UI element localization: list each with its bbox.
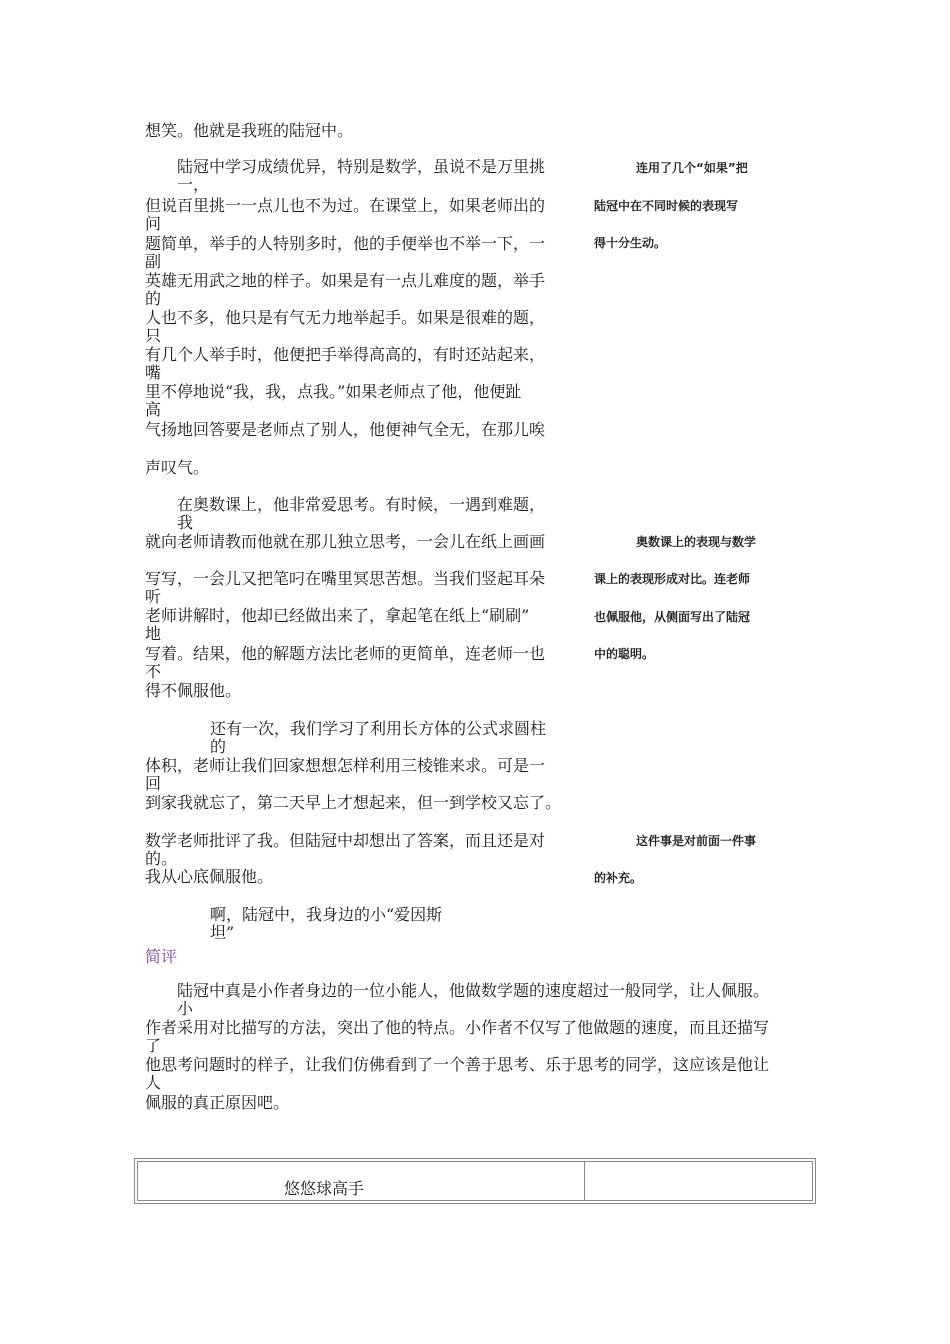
essay-line: 问 bbox=[145, 214, 162, 233]
essay-line: 里不停地说“我，我，点我。”如果老师点了他，他便趾 bbox=[145, 382, 522, 401]
essay-line: 坦” bbox=[210, 923, 235, 942]
essay-line: 回 bbox=[145, 774, 162, 793]
essay-line: 想笑。他就是我班的陆冠中。 bbox=[145, 121, 354, 140]
review-line: 佩服的真正原因吧。 bbox=[145, 1093, 290, 1112]
essay-line: 的 bbox=[145, 289, 162, 308]
margin-note: 中的聪明。 bbox=[594, 647, 655, 661]
essay-line: 在奥数课上，他非常爱思考。有时候，一遇到难题， bbox=[177, 495, 546, 514]
table-inner-border bbox=[137, 1161, 813, 1201]
review-heading: 简评 bbox=[145, 947, 178, 966]
essay-line: 副 bbox=[145, 252, 162, 271]
essay-line: 声叹气。 bbox=[145, 458, 210, 477]
essay-line: 英雄无用武之地的样子。如果是有一点儿难度的题，举手 bbox=[145, 271, 546, 290]
essay-line: 得不佩服他。 bbox=[145, 681, 242, 700]
margin-note: 连用了几个“如果”把 bbox=[636, 161, 748, 175]
essay-line: 听 bbox=[145, 587, 162, 606]
essay-line: 体积，老师让我们回家想想怎样利用三棱锥来求。可是一 bbox=[145, 756, 546, 775]
review-line: 了 bbox=[145, 1036, 162, 1055]
margin-note: 这件事是对前面一件事 bbox=[636, 834, 757, 848]
review-line: 人 bbox=[145, 1073, 162, 1092]
essay-line: 地 bbox=[145, 624, 162, 643]
title-table bbox=[134, 1158, 816, 1204]
essay-line: 老师讲解时，他却已经做出来了，拿起笔在纸上“刷刷” bbox=[145, 606, 530, 625]
essay-line: 到家我就忘了，第二天早上才想起来，但一到学校又忘了。 bbox=[145, 793, 562, 812]
essay-line: 但说百里挑一一点儿也不为过。在课堂上，如果老师出的 bbox=[145, 196, 546, 215]
essay-line: 一， bbox=[177, 175, 210, 194]
essay-line: 写着。结果，他的解题方法比老师的更简单，连老师一也 bbox=[145, 644, 546, 663]
table-cell-empty bbox=[585, 1162, 812, 1200]
essay-line: 不 bbox=[145, 662, 162, 681]
essay-line: 嘴 bbox=[145, 363, 162, 382]
essay-line: 题简单，举手的人特别多时，他的手便举也不举一下，一 bbox=[145, 234, 546, 253]
essay-line: 我从心底佩服他。 bbox=[145, 867, 274, 886]
review-line: 作者采用对比描写的方法，突出了他的特点。小作者不仅写了他做题的速度，而且还描写 bbox=[145, 1018, 770, 1037]
essay-line: 只 bbox=[145, 326, 162, 345]
essay-line: 写写，一会儿又把笔叼在嘴里冥思苦想。当我们竖起耳朵 bbox=[145, 569, 546, 588]
margin-note: 的补充。 bbox=[594, 871, 643, 885]
essay-line: 人也不多，他只是有气无力地举起手。如果是很难的题， bbox=[145, 308, 546, 327]
essay-line: 的 bbox=[210, 737, 227, 756]
essay-line: 啊，陆冠中，我身边的小“爱因斯 bbox=[210, 905, 443, 924]
table-cell-title bbox=[138, 1162, 585, 1200]
review-line: 陆冠中真是小作者身边的一位小能人，他做数学题的速度超过一般同学，让人佩服。 bbox=[177, 981, 770, 1000]
review-line: 小 bbox=[177, 999, 194, 1018]
margin-note: 陆冠中在不同时候的表现写 bbox=[594, 199, 739, 213]
essay-line: 气扬地回答要是老师点了别人，他便神气全无，在那儿唉 bbox=[145, 420, 546, 439]
margin-note: 课上的表现形成对比。连老师 bbox=[594, 572, 751, 586]
essay-line: 还有一次，我们学习了利用长方体的公式求圆柱 bbox=[210, 719, 547, 738]
review-line: 他思考问题时的样子，让我们仿佛看到了一个善于思考、乐于思考的同学，这应该是他让 bbox=[145, 1055, 770, 1074]
essay-line: 有几个人举手时，他便把手举得高高的，有时还站起来， bbox=[145, 345, 546, 364]
essay-line: 的。 bbox=[145, 849, 178, 868]
essay-line: 就向老师请教而他就在那儿独立思考，一会儿在纸上画画 bbox=[145, 532, 546, 551]
essay-line: 陆冠中学习成绩优异，特别是数学，虽说不是万里挑 bbox=[177, 157, 546, 176]
margin-note: 奥数课上的表现与数学 bbox=[636, 535, 757, 549]
next-article-title: 悠悠球高手 bbox=[284, 1179, 365, 1198]
essay-line: 数学老师批评了我。但陆冠中却想出了答案，而且还是对 bbox=[145, 831, 546, 850]
essay-line: 我 bbox=[177, 513, 194, 532]
margin-note: 得十分生动。 bbox=[594, 236, 667, 250]
essay-line: 高 bbox=[145, 400, 162, 419]
margin-note: 也佩服他，从侧面写出了陆冠 bbox=[594, 610, 751, 624]
